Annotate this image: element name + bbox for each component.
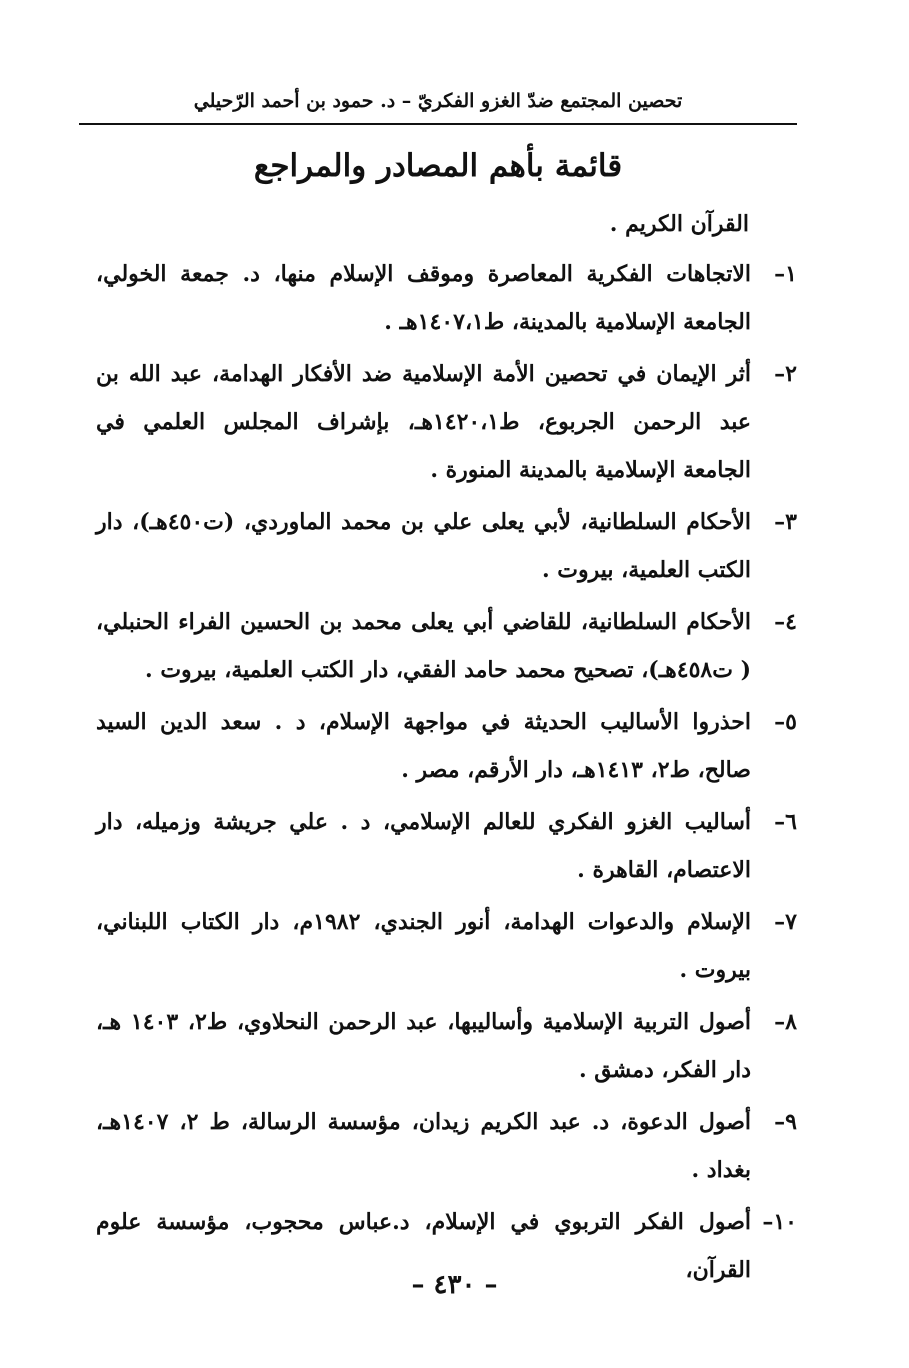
reference-text: أصول الدعوة، د. عبد الكريم زيدان، مؤسسة الرسالة، ط ٢، ١٤٠٧هـ، بغداد .: [96, 1109, 751, 1183]
running-header: تحصين المجتمع ضدّ الغزو الفكريّ – د. حمود بن أحمد الرّحيلي: [193, 90, 683, 112]
reference-item: [96, 698, 797, 794]
reference-number: ٨–: [774, 1009, 797, 1035]
page-number: – ٤٣٠ –: [411, 1270, 498, 1300]
reference-item: [96, 798, 797, 894]
reference-text: أصول التربية الإسلامية وأساليبها، عبد الرحمن النحلاوي، ط٢، ١٤٠٣ هـ، دار الفكر، دمشق .: [96, 1009, 752, 1083]
reference-number: ٢–: [774, 361, 797, 387]
header-rule: [79, 123, 797, 125]
reference-text: أصول الفكر التربوي في الإسلام، د.عباس محجوب، مؤسسة علوم القرآن،: [96, 1209, 751, 1283]
reference-item: [96, 898, 797, 994]
reference-text: أساليب الغزو الفكري للعالم الإسلامي، د . علي جريشة وزميله، دار الاعتصام، القاهرة .: [96, 809, 751, 883]
reference-text: الإسلام والدعوات الهدامة، أنور الجندي، ١٩٨٢م، دار الكتاب اللبناني، بيروت .: [96, 909, 752, 983]
reference-number: ٤–: [774, 609, 797, 635]
reference-number: ٩–: [774, 1109, 797, 1135]
reference-item: [96, 598, 797, 694]
reference-number: ١–: [774, 261, 797, 287]
reference-text: احذروا الأساليب الحديثة في مواجهة الإسلام، د . سعد الدين السيد صالح، ط٢، ١٤١٣هـ، دار الأرقم، مصر .: [96, 709, 751, 783]
reference-item: [96, 1098, 797, 1194]
reference-item: [96, 498, 797, 594]
reference-text: الأحكام السلطانية، لأبي يعلى علي بن محمد الماوردي، (ت٤٥٠هـ)، دار الكتب العلمية، بيروت .: [96, 509, 752, 583]
reference-item: [96, 350, 797, 494]
reference-text: أثر الإيمان في تحصين الأمة الإسلامية ضد الأفكار الهدامة، عبد الله بن عبد الرحمن الجربوع، ط١٤٢٠،١هـ، بإشراف المجلس العلمي في الجامعة الإسلامية بالمدينة المنورة .: [96, 361, 752, 483]
references-list: [96, 200, 797, 1298]
reference-text: الاتجاهات الفكرية المعاصرة وموقف الإسلام منها، د. جمعة الخولي، الجامعة الإسلامية بالمدينة، ط١٤٠٧،١هـ .: [96, 261, 751, 335]
intro-line: القرآن الكريم .: [609, 211, 749, 237]
page-title: قائمة بأهم المصادر والمراجع: [253, 148, 623, 184]
reference-text: الأحكام السلطانية، للقاضي أبي يعلى محمد بن الحسين الفراء الحنبلي، ( ت٤٥٨هـ)، تصحيح محمد حامد الفقي، دار الكتب العلمية، بيروت .: [96, 609, 751, 683]
reference-number: ٥–: [774, 709, 797, 735]
reference-number: ١٠–: [762, 1209, 797, 1235]
reference-item: [96, 998, 797, 1094]
reference-number: ٧–: [774, 909, 797, 935]
reference-number: ٦–: [774, 809, 797, 835]
reference-number: ٣–: [774, 509, 797, 535]
reference-item: [96, 250, 797, 346]
